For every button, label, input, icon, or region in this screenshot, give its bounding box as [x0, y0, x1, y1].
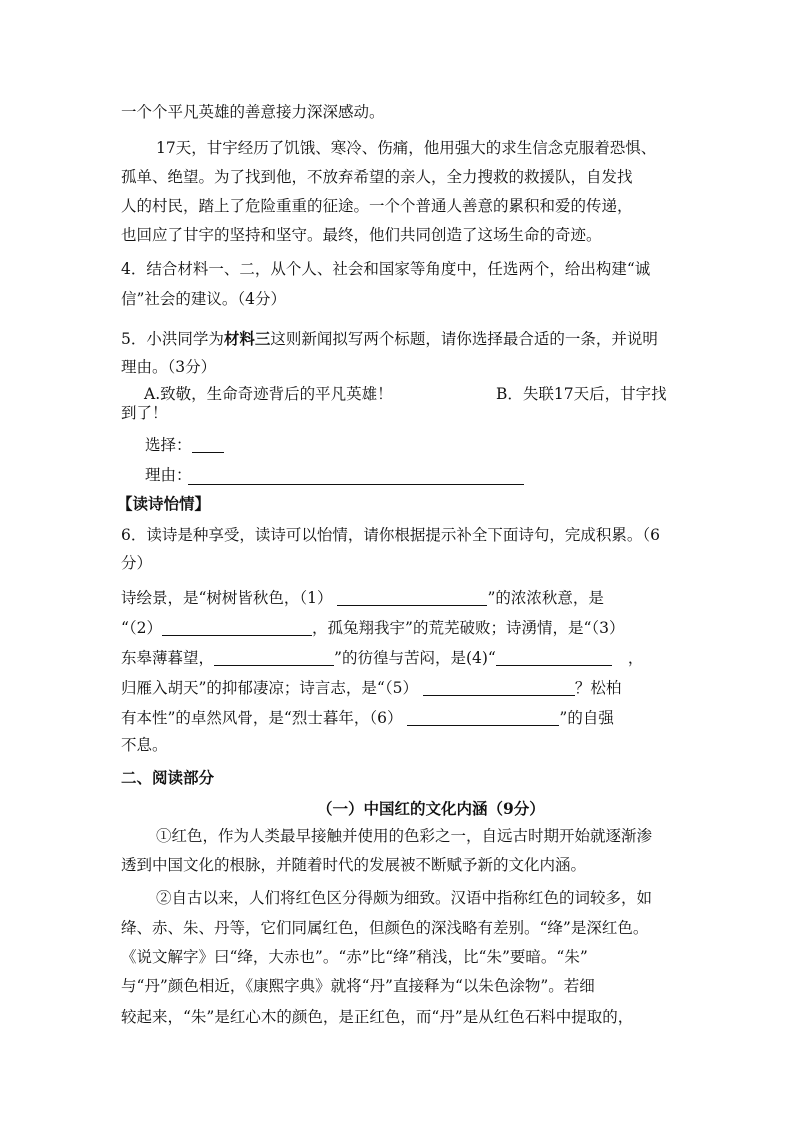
poem-text: ？松柏 — [574, 679, 622, 697]
material3-paragraph-line: 孤单、绝望。为了找到他，不放弃希望的亲人，全力搜救的救援队，自发找 — [121, 168, 633, 186]
poem-text: ”的自强 — [559, 709, 614, 727]
blank-5[interactable] — [423, 679, 575, 696]
question-4-cont: 信”社会的建议。（4分） — [121, 290, 287, 308]
blank-3[interactable] — [214, 649, 334, 666]
reason-row — [145, 464, 192, 486]
question-5-post: 这则新闻拟写两个标题，请你选择最合适的一条，并说明 — [270, 330, 658, 348]
article-paragraph-line: 透到中国文化的根脉，并随着时代的发展被不断赋予新的文化内涵。 — [121, 856, 587, 874]
reason-label: 理由： — [145, 466, 192, 484]
poem-text: ”的浓浓秋意，是 — [487, 589, 604, 607]
option-b: B．失联17天后，甘宇找 — [496, 385, 667, 403]
poem-line-4 — [121, 677, 621, 699]
article-paragraph-line: 《说文解字》曰“绛，大赤也”。“赤”比“绛”稍浅，比“朱”要暗。“朱” — [121, 948, 588, 966]
blank-1[interactable] — [337, 589, 487, 606]
poem-text: “（2） — [121, 619, 163, 637]
poem-text: 诗绘景，是“树树皆秋色，（1） — [121, 589, 333, 607]
question-5-bold: 材料三 — [223, 329, 271, 348]
poem-line-5 — [121, 707, 614, 729]
material3-paragraph-line: 人的村民，踏上了危险重重的征途。一个个普通人善意的累积和爱的传递， — [121, 197, 633, 215]
blank-4[interactable] — [496, 649, 612, 666]
poem-text: ，孤兔翔我宇”的荒芜破败；诗湧情，是“（3） — [312, 619, 625, 637]
article-paragraph-line: 与“丹”颜色相近，《康熙字典》就将“丹”直接释为“以朱色涂物”。若细 — [121, 977, 595, 995]
poem-text: 有本性”的卓然风骨，是“烈士暮年，（6） — [121, 709, 403, 727]
poem-text: ”的彷徨与苦闷，是(4)“ — [334, 649, 496, 667]
article-paragraph-line: ①红色，作为人类最早接触并使用的色彩之一，自远古时期开始就逐渐渗 — [156, 827, 653, 845]
article-title: （一）中国红的文化内涵（9分） — [317, 799, 545, 818]
option-a: A.致敬，生命奇迹背后的平凡英雄！ — [144, 385, 393, 403]
article-paragraph-line: 绛、赤、朱、丹等，它们同属红色，但颜色的深浅略有差别。“绛”是深红色。 — [121, 919, 649, 937]
question-5-pre: 5．小洪同学为 — [121, 330, 224, 348]
choice-label: 选择： — [145, 436, 192, 454]
poem-text: 东皋薄暮望， — [121, 649, 215, 667]
poem-text: 归雁入胡天”的抑郁凄凉；诗言志，是“（5） — [121, 679, 418, 697]
blank-2[interactable] — [162, 619, 312, 636]
section-reading-heading: 二、阅读部分 — [121, 768, 215, 787]
material3-line: 一个个平凡英雄的善意接力深深感动。 — [121, 103, 385, 121]
blank-6[interactable] — [407, 709, 559, 726]
poem-line-6: 不息。 — [121, 736, 168, 754]
choice-blank[interactable] — [192, 436, 224, 453]
question-6: 6．读诗是种享受，读诗可以怡情，请你根据提示补全下面诗句，完成积累。（6 — [121, 526, 660, 544]
question-6-cont: 分） — [121, 554, 153, 572]
poem-text: ， — [627, 649, 644, 667]
poem-line-1 — [121, 587, 604, 609]
material3-paragraph-line: 也回应了甘宇的坚持和坚守。最终，他们共同创造了这场生命的奇迹。 — [121, 226, 602, 244]
article-paragraph-line: ②自古以来，人们将红色区分得颇为细致。汉语中指称红色的词较多，如 — [156, 889, 653, 907]
question-4: 4．结合材料一、二，从个人、社会和国家等角度中，任选两个，给出构建“诚 — [121, 260, 651, 278]
section-poem-heading: 【读诗怡情】 — [117, 494, 211, 513]
poem-line-3 — [121, 647, 643, 669]
poem-line-2 — [121, 617, 625, 639]
article-paragraph-line: 较起来，“朱”是红心木的颜色，是正红色，而“丹”是从红色石料中提取的， — [121, 1008, 634, 1026]
question-5 — [121, 328, 658, 350]
choice-row — [145, 434, 224, 456]
reason-blank[interactable] — [188, 484, 524, 485]
material3-paragraph-line: 17天，甘宇经历了饥饿、寒冷、伤痛，他用强大的求生信念克服着恐惧、 — [156, 139, 657, 157]
option-b-cont: 到了！ — [121, 404, 168, 422]
question-5-cont: 理由。（3分） — [121, 358, 217, 376]
